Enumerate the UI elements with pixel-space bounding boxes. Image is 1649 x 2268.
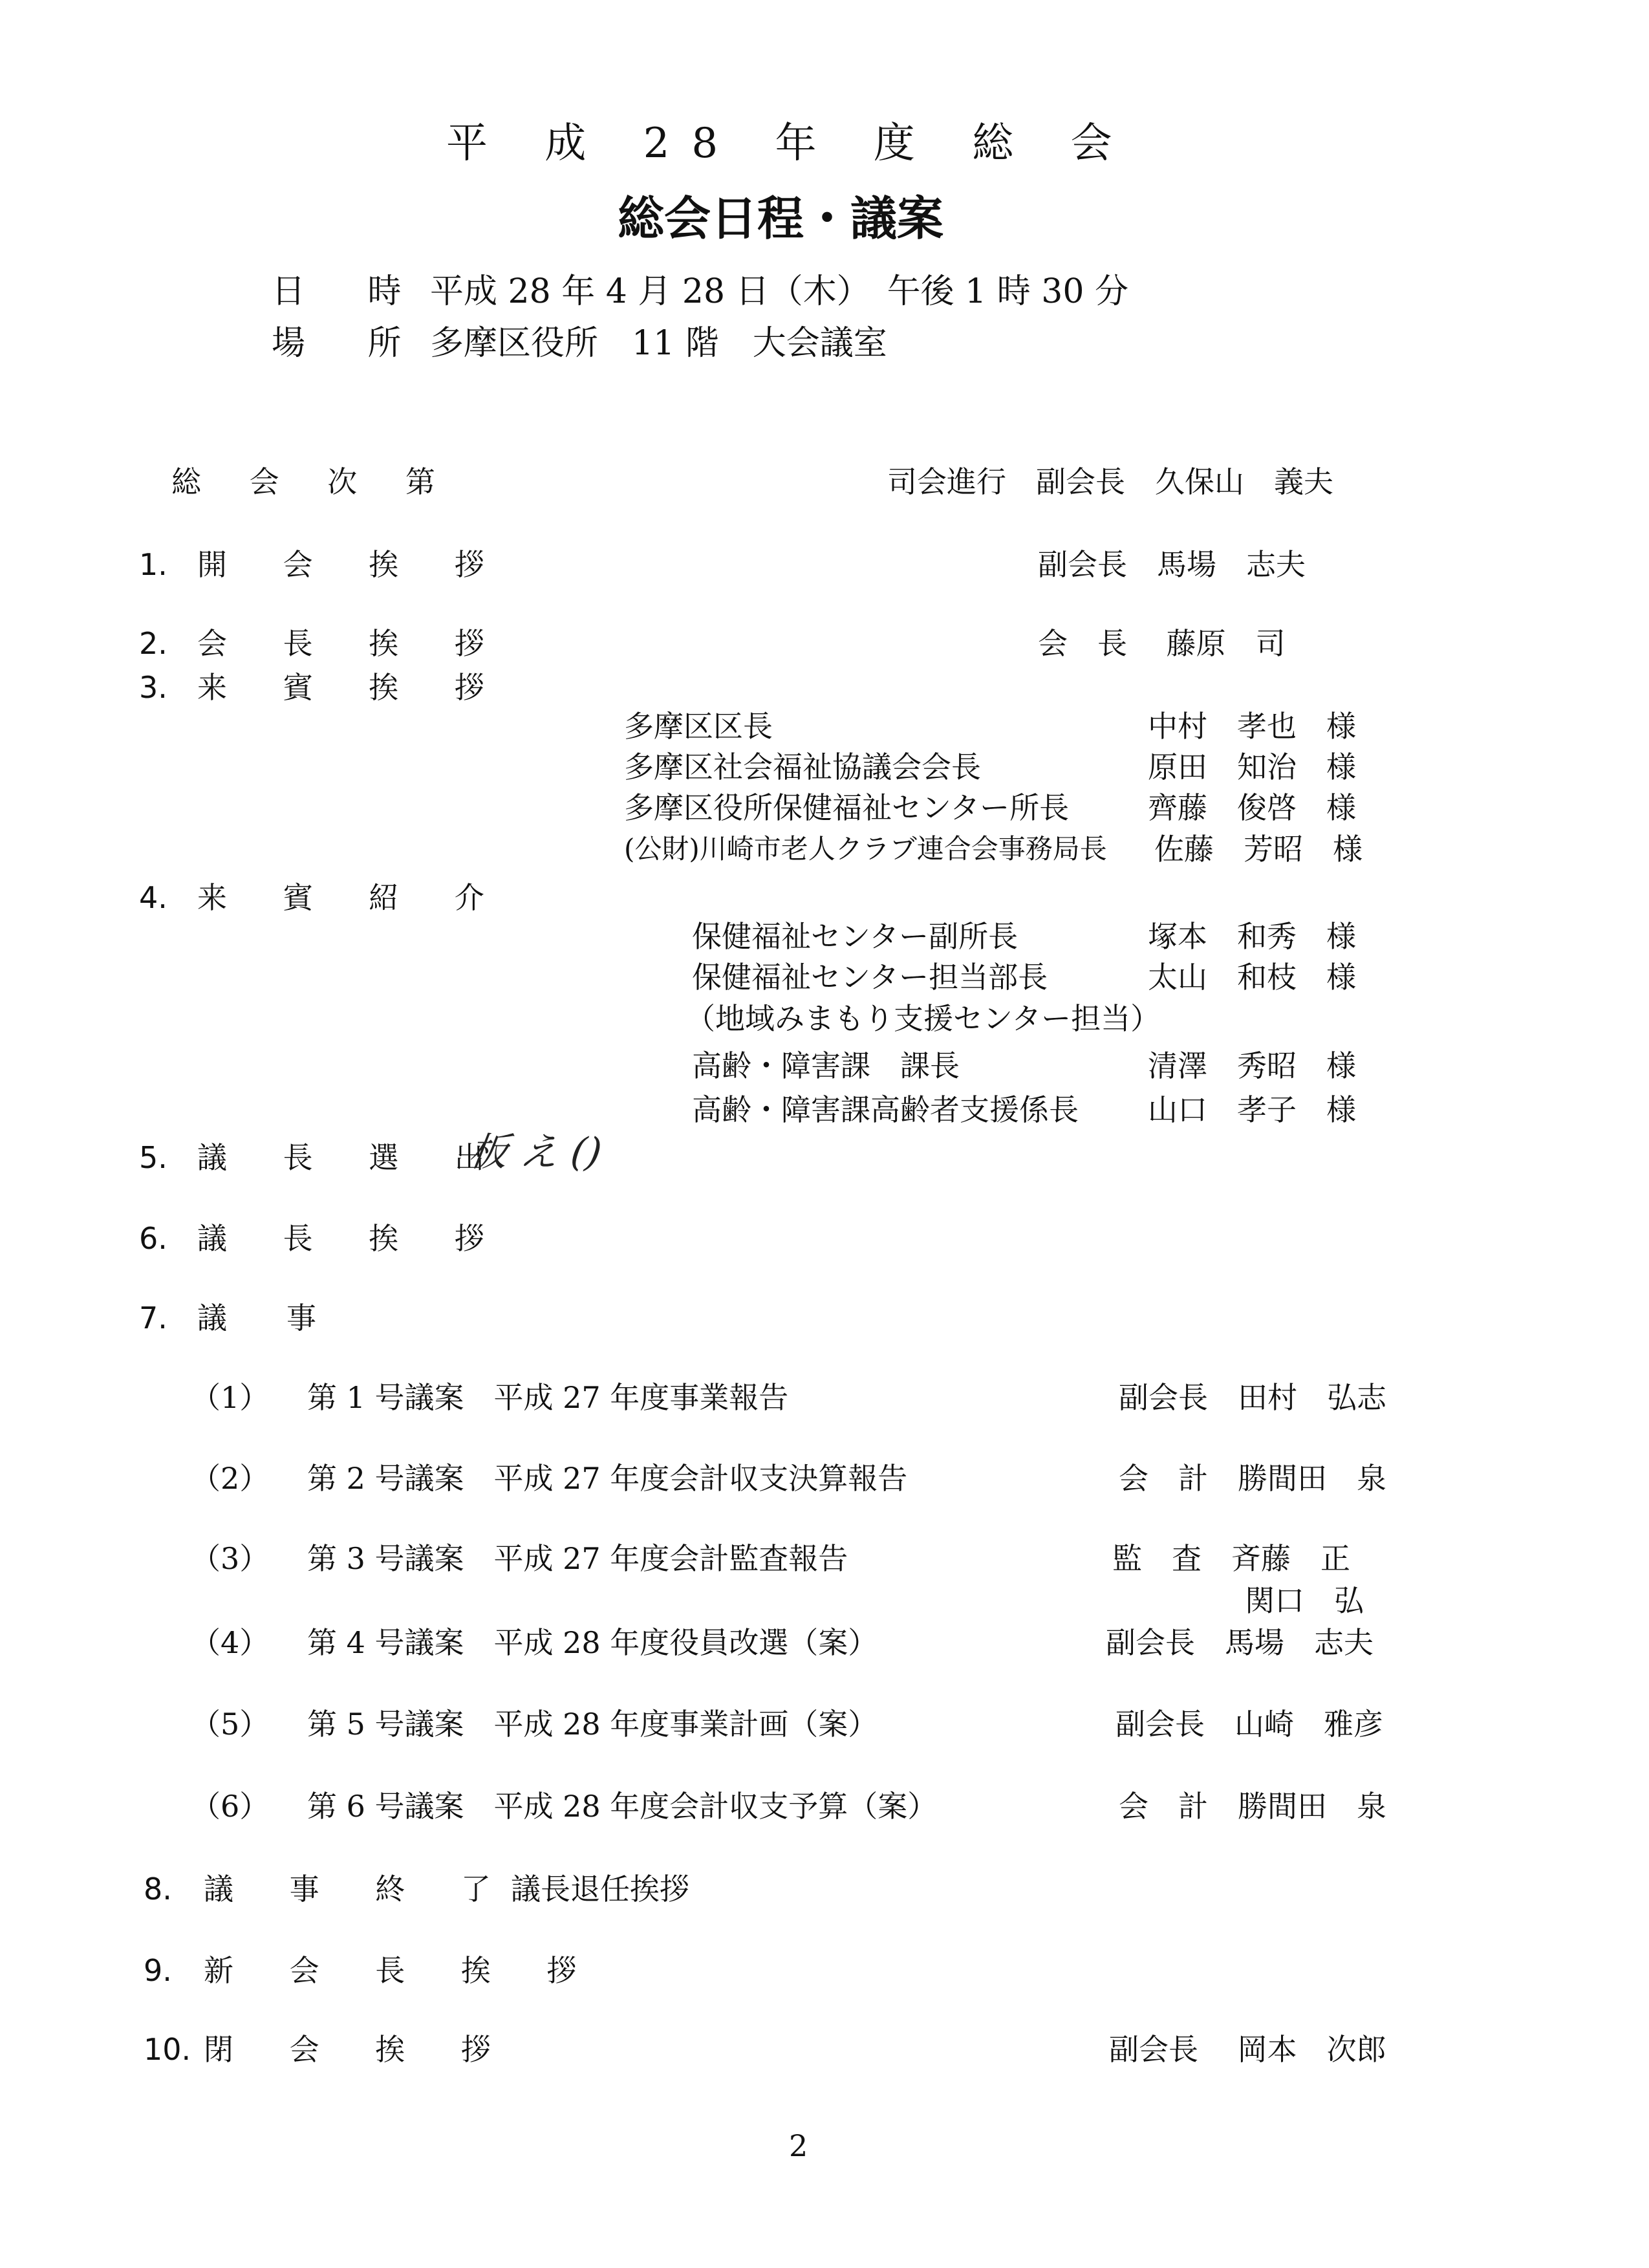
guest-title: 多摩区区長 [624, 709, 773, 744]
agenda-item-person: 副会長 岡本 次郎 [1109, 2032, 1386, 2067]
datetime-value: 平成 28 年 4 月 28 日（木） 午後 1 時 30 分 [430, 272, 1128, 311]
proposal-number: （1） [191, 1380, 270, 1415]
guest-name: 齊藤 俊啓 様 [1148, 790, 1356, 825]
proposal-label: 第 3 号議案 平成 27 年度会計監査報告 [307, 1541, 848, 1576]
proposal-label: 第 2 号議案 平成 27 年度会計収支決算報告 [307, 1461, 908, 1496]
guest-title: 高齢・障害課高齢者支援係長 [692, 1092, 1079, 1127]
proposal-person: 副会長 山崎 雅彦 [1116, 1707, 1383, 1742]
agenda-item-number: 7. [139, 1301, 167, 1335]
guest-title: 高齢・障害課 課長 [692, 1048, 960, 1083]
proposal-number: （4） [191, 1625, 270, 1660]
document-subtitle: 総会日程・議案 [618, 191, 944, 246]
proposal-label: 第 5 号議案 平成 28 年度事業計画（案） [307, 1707, 878, 1742]
place-value: 多摩区役所 11 階 大会議室 [430, 324, 887, 363]
agenda-item-label: 議 事 [197, 1301, 316, 1335]
datetime-label: 日 時 [272, 272, 427, 311]
proposal-label: 第 1 号議案 平成 27 年度事業報告 [307, 1380, 789, 1415]
proposal-label: 第 6 号議案 平成 28 年度会計収支予算（案） [307, 1789, 938, 1824]
agenda-item-label: 議 長 選 出 [197, 1140, 508, 1175]
agenda-item-number: 9. [144, 1953, 172, 1988]
handwritten-note: 板 え () [466, 1130, 605, 1175]
proposal-person: 副会長 田村 弘志 [1119, 1380, 1386, 1415]
proposal-number: （6） [191, 1789, 270, 1824]
guest-title: 保健福祉センター担当部長 [692, 960, 1048, 995]
agenda-item-label: 来 賓 紹 介 [197, 880, 508, 915]
guest-name: 塚本 和秀 様 [1148, 919, 1356, 954]
agenda-item-note: 議長退任挨拶 [511, 1872, 689, 1906]
guest-title: 多摩区役所保健福祉センター所長 [624, 790, 1070, 825]
guest-name: 原田 知治 様 [1148, 750, 1356, 784]
proposal-number: （2） [191, 1461, 270, 1496]
agenda-item-person: 会 長 藤原 司 [1038, 626, 1286, 661]
page-number: 2 [789, 2128, 808, 2163]
proposal-person: 会 計 勝間田 泉 [1119, 1789, 1386, 1824]
agenda-item-number: 5. [139, 1140, 167, 1175]
agenda-heading: 総 会 次 第 [171, 464, 455, 499]
guest-name: 佐藤 芳昭 様 [1154, 832, 1363, 867]
place-label: 場 所 [272, 324, 427, 363]
guest-title: 保健福祉センター副所長 [692, 919, 1018, 954]
agenda-item-label: 来 賓 挨 拶 [197, 670, 508, 705]
guest-name: 山口 孝子 様 [1148, 1092, 1356, 1127]
agenda-item-label: 閉 会 挨 拶 [204, 2032, 514, 2067]
proposal-person: 副会長 馬場 志夫 [1106, 1625, 1374, 1660]
agenda-item-label: 議 事 終 了 [204, 1872, 514, 1906]
agenda-item-number: 8. [144, 1872, 172, 1906]
agenda-item-number: 3. [139, 670, 167, 705]
proposal-number: （5） [191, 1707, 270, 1742]
agenda-item-number: 6. [139, 1221, 167, 1256]
agenda-item-number: 4. [139, 880, 167, 915]
guest-title: (公財)川崎市老人クラブ連合会事務局長 [624, 833, 1107, 865]
guest-name: 清澤 秀昭 様 [1148, 1048, 1356, 1083]
agenda-item-label: 新 会 長 挨 拶 [204, 1953, 600, 1988]
agenda-item-person: 副会長 馬場 志夫 [1038, 547, 1306, 582]
guest-title: 多摩区社会福祉協議会会長 [624, 750, 981, 784]
guest-name: 中村 孝也 様 [1148, 709, 1356, 744]
guest-title: （地域みまもり支援センター担当） [685, 1001, 1161, 1036]
agenda-item-number: 10. [144, 2032, 191, 2067]
document-title: 平 成 28 年 度 総 会 [446, 120, 1134, 167]
proposal-person: 監 査 斉藤 正 [1112, 1541, 1350, 1576]
proposal-number: （3） [191, 1541, 270, 1576]
proposal-person-secondary: 関口 弘 [1245, 1583, 1364, 1618]
agenda-item-label: 開 会 挨 拶 [197, 547, 508, 582]
proposal-label: 第 4 号議案 平成 28 年度役員改選（案） [307, 1625, 878, 1660]
agenda-item-number: 1. [139, 547, 167, 582]
proposal-person: 会 計 勝間田 泉 [1119, 1461, 1386, 1496]
agenda-item-number: 2. [139, 626, 167, 661]
moderator: 司会進行 副会長 久保山 義夫 [887, 464, 1333, 499]
guest-name: 太山 和枝 様 [1148, 960, 1356, 995]
agenda-item-label: 会 長 挨 拶 [197, 626, 508, 661]
agenda-item-label: 議 長 挨 拶 [197, 1221, 508, 1256]
